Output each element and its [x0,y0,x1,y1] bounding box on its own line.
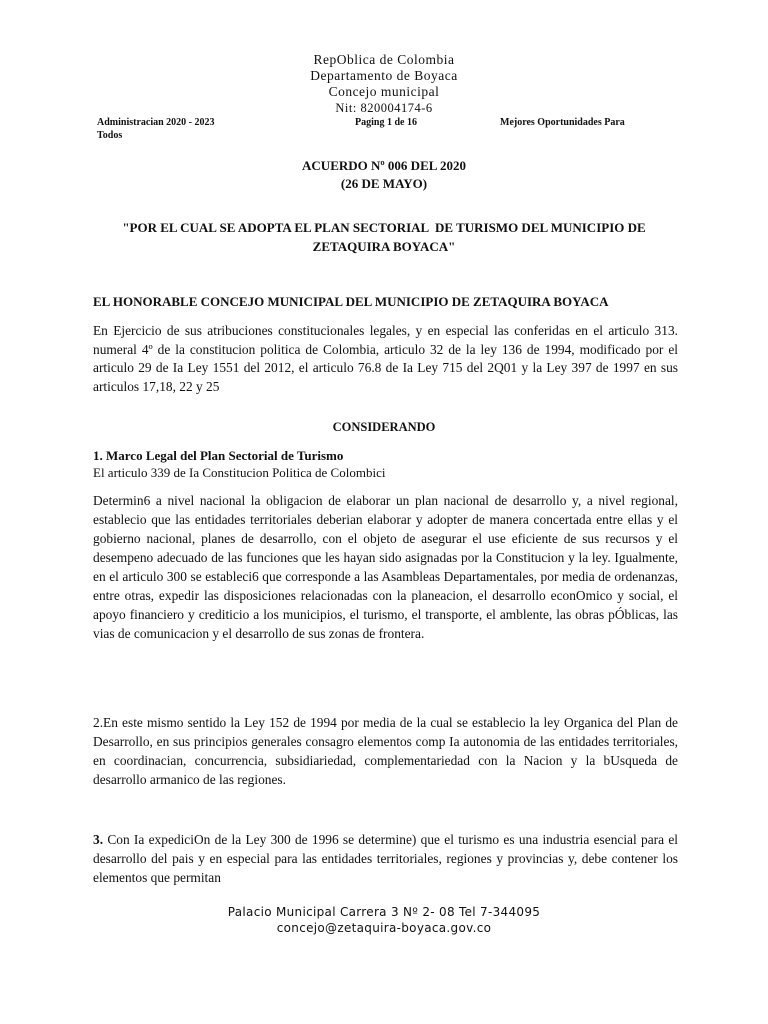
footer-address: Palacio Municipal Carrera 3 Nº 2- 08 Tel 7-344095 [227,905,541,919]
page-mid: de [391,117,407,128]
header-country: RepOblica de Colombia [313,52,455,67]
header-department: Departamento de Boyaca [310,68,458,83]
section2-paragraph: 2.En este mismo sentido la Ley 152 de 1994 por media de la cual se establecio la ley Organica del Plan de Desarrollo, en sus principios generales consagro elementos comp Ia autonomia de las entidades territoriales, en coordinacian, concurrencia, subsidiariedad, complementariedad con la Nacion y la bUsqueda de desarrollo armanico de las regiones. [93,715,678,787]
meta-administration: Administracian 2020 - 2023 [97,117,215,128]
section3-number: 3. [93,832,104,847]
section3-paragraph [93,830,678,887]
meta-motto: Mejores Oportunidades Para [500,117,625,128]
meta-administration-cont: Todos [97,130,123,141]
acuerdo-date: (26 DE MAYO) [340,176,428,191]
header-nit: Nit: 820004174-6 [335,101,433,115]
section1-subtitle: El articulo 339 de Ia Constitucion Politica de Colombici [93,465,386,480]
page-current: 1 [386,117,392,128]
header-council: Concejo municipal [328,84,440,99]
acuerdo-subject-line1: "POR EL CUAL SE ADOPTA EL PLAN SECTORIAL DE TURISMO DEL MUNICIPIO DE [122,220,646,235]
page-total: 16 [406,117,417,128]
page-prefix: Paging [355,117,387,128]
council-authority: EL HONORABLE CONCEJO MUNICIPAL DEL MUNICIPIO DE ZETAQUIRA BOYACA [93,294,609,309]
meta-page-number [355,117,417,128]
section1-paragraph: Determin6 a nivel nacional la obligacion de elaborar un plan nacional de desarrollo y, a nivel regional, establecio que las entidades territoriales deberian elaborar y adopter de manera concertada entre ellas y el gobierno nacional, planes de desarrollo, con el objeto de asegurar el use eficiente de sus recursos y el desempeno adecuado de las funciones que les hayan sido asignadas por la Constitucion y la ley. Igualmente, en el articulo 300 se estableci6 que corresponde a las Asambleas Departamentales, por media de ordenanzas, entre otras, expedir las disposiciones relacionadas con la planeacion, el desarrollo econOmico y social, el apoyo financiero y crediticio a los municipios, el turismo, el transporte, el amblente, las obras pÓblicas, las vias de comunicacion y el desarrollo de sus zonas de frontera. [93,493,678,641]
considerando-heading: CONSIDERANDO [332,420,436,434]
intro-paragraph: En Ejercicio de sus atribuciones constitucionales legales, y en especial las conferidas en el articulo 313. numeral 4º de la constitucion politica de Colombia, articulo 32 de la ley 136 de 1994, modificado por el articulo 29 de Ia Ley 1551 del 2012, el articulo 76.8 de Ia Ley 715 del 2Q01 y la Ley 397 de 1997 en sus articulos 17,18, 22 y 25 [93,323,678,394]
section1-title: 1. Marco Legal del Plan Sectorial de Turismo [93,448,344,463]
acuerdo-title: ACUERDO Nº 006 DEL 2020 [302,158,466,173]
section3-text: Con Ia expediciOn de la Ley 300 de 1996 se determine) que el turismo es una industria esencial para el desarrollo del pais y en especial para las entidades territoriales, regiones y provincias y, debe contener los elementos que permitan [93,832,678,885]
acuerdo-subject-line2: ZETAQUIRA BOYACA" [312,239,456,254]
footer-email: concejo@zetaquira-boyaca.gov.co [276,921,492,935]
